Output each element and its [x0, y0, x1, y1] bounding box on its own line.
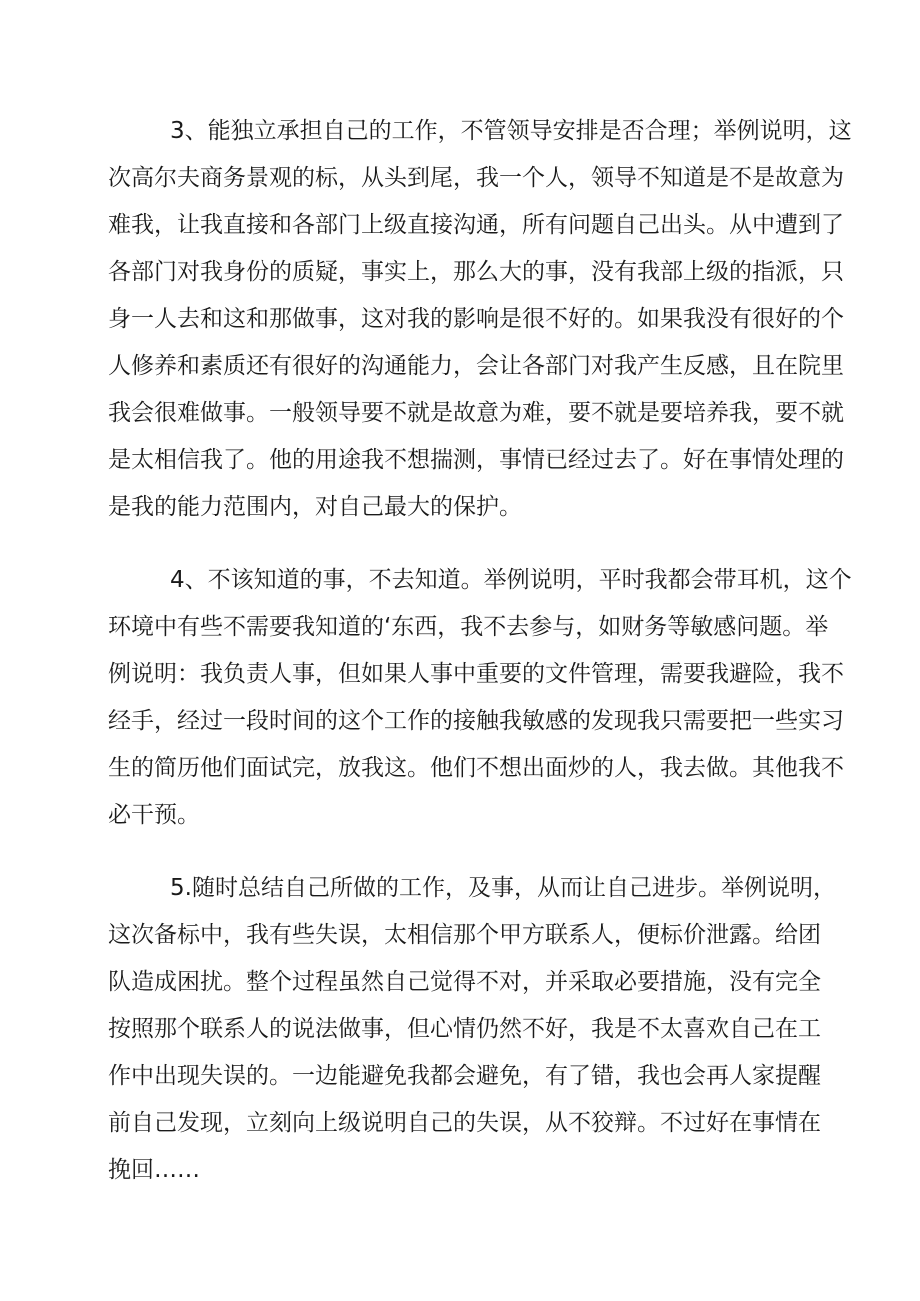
paragraph-3: [108, 108, 852, 531]
text-line: 各部门对我身份的质疑，事实上，那么大的事，没有我部上级的指派，只: [108, 259, 844, 285]
text-line: 是太相信我了。他的用途我不想揣测，事情已经过去了。好在事情处理的: [108, 447, 844, 473]
text-line: 挽回……: [108, 1157, 200, 1183]
text-line: 这次备标中，我有些失误，太相信那个甲方联系人，便标价泄露。给团: [108, 922, 821, 948]
text-line: 3、能独立承担自己的工作，不管领导安排是否合理；举例说明，这: [170, 118, 852, 144]
text-line: 前自己发现，立刻向上级说明自己的失误，从不狡辩。不过好在事情在: [108, 1110, 821, 1136]
text-line: 5.随时总结自己所做的工作，及事，从而让自己进步。举例说明，: [170, 875, 836, 901]
text-line: 是我的能力范围内，对自己最大的保护。: [108, 494, 522, 520]
text-line: 例说明：我负责人事，但如果人事中重要的文件管理，需要我避险，我不: [108, 661, 844, 687]
text-line: 经手，经过一段时间的这个工作的接触我敏感的发现我只需要把一些实习: [108, 708, 844, 734]
paragraph-5: [108, 865, 836, 1194]
text-line: 必干预。: [108, 802, 200, 828]
text-line: 身一人去和这和那做事，这对我的影响是很不好的。如果我没有很好的个: [108, 306, 844, 332]
paragraph-4: [108, 557, 852, 839]
text-line: 4、不该知道的事，不去知道。举例说明，平时我都会带耳机，这个: [170, 567, 852, 593]
text-line: 我会很难做事。一般领导要不就是故意为难，要不就是要培养我，要不就: [108, 400, 844, 426]
text-line: 难我，让我直接和各部门上级直接沟通，所有问题自己出头。从中遭到了: [108, 212, 844, 238]
text-line: 人修养和素质还有很好的沟通能力，会让各部门对我产生反感，且在院里: [108, 353, 844, 379]
text-line: 按照那个联系人的说法做事，但心情仍然不好，我是不太喜欢自己在工: [108, 1016, 821, 1042]
text-line: 生的简历他们面试完，放我这。他们不想出面炒的人，我去做。其他我不: [108, 755, 844, 781]
text-line: 次高尔夫商务景观的标，从头到尾，我一个人，领导不知道是不是故意为: [108, 165, 844, 191]
text-line: 队造成困扰。整个过程虽然自己觉得不对，并采取必要措施，没有完全: [108, 969, 821, 995]
text-line: 环境中有些不需要我知道的‘东西，我不去参与，如财务等敏感问题。举: [108, 614, 829, 640]
text-line: 作中出现失误的。一边能避免我都会避免，有了错，我也会再人家提醒: [108, 1063, 821, 1089]
